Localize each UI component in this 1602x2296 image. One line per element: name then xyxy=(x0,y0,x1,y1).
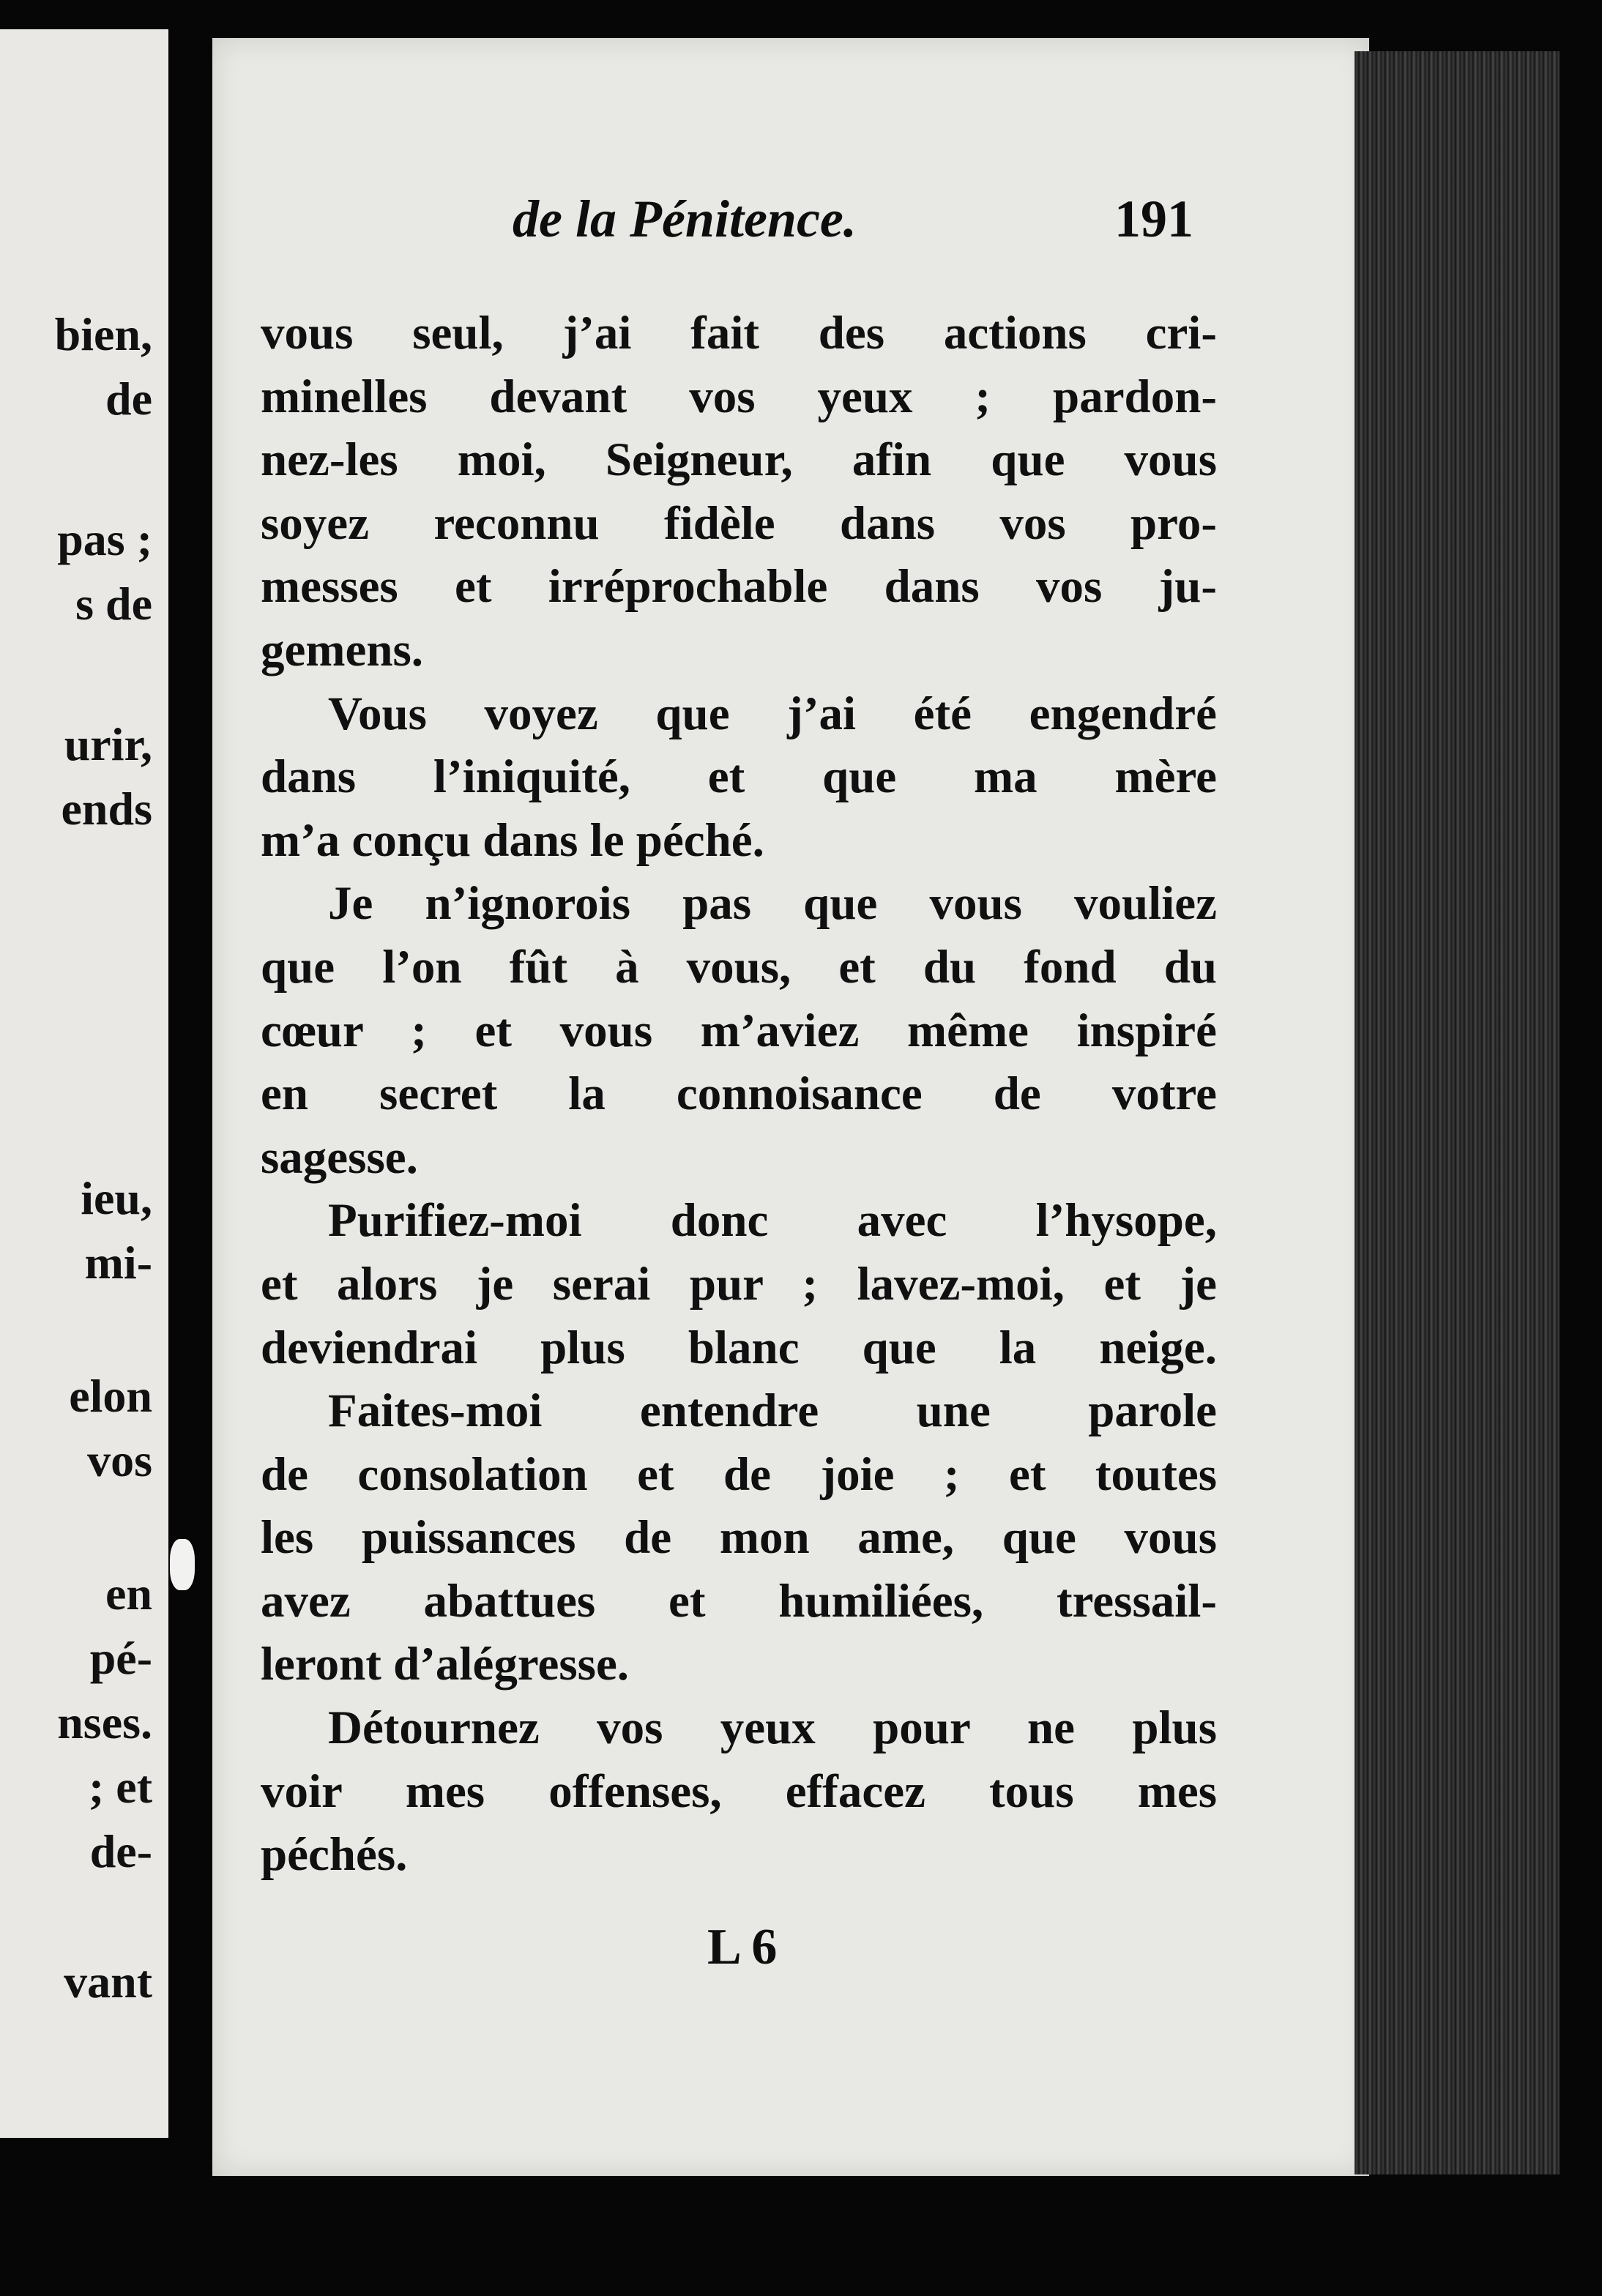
text-line: leront d’alégresse. xyxy=(261,1638,630,1691)
left-line: ieu, xyxy=(81,1172,152,1224)
left-line: mi- xyxy=(84,1237,152,1289)
left-line: vant xyxy=(64,1956,152,2008)
left-line: de xyxy=(105,373,152,425)
running-title: de la Pénitence. xyxy=(513,190,857,248)
left-line: urir, xyxy=(64,718,152,770)
text-line: m’a conçu dans le péché. xyxy=(261,813,764,867)
text-line: de consolation et de joie ; et toutes xyxy=(261,1447,1217,1501)
text-line: Purifiez-moi donc avec l’hysope, xyxy=(328,1194,1217,1248)
body-text xyxy=(261,302,1217,1887)
text-line: voir mes offenses, effacez tous mes xyxy=(261,1764,1217,1818)
text-line: Je n’ignorois pas que vous vouliez xyxy=(328,877,1217,931)
text-line: et alors je serai pur ; lavez-moi, et je xyxy=(261,1257,1217,1311)
left-line: vos xyxy=(87,1434,152,1486)
left-line: pas ; xyxy=(57,513,152,565)
text-line: vous seul, j’ai fait des actions cri- xyxy=(261,307,1217,359)
text-line: nez-les moi, Seigneur, afin que vous xyxy=(261,433,1217,487)
paper-blot xyxy=(170,1539,195,1590)
text-line: Détournez vos yeux pour ne plus xyxy=(328,1702,1217,1755)
text-line: soyez reconnu fidèle dans vos pro- xyxy=(261,496,1217,550)
left-line: ; et xyxy=(88,1761,152,1813)
text-line: Faites-moi entendre une parole xyxy=(328,1384,1217,1438)
left-line: s de xyxy=(75,578,152,630)
left-line: pé- xyxy=(89,1632,152,1684)
text-line: minelles devant vos yeux ; pardon- xyxy=(261,370,1217,423)
text-line: deviendrai plus blanc que la neige. xyxy=(261,1321,1217,1374)
signature-mark: L 6 xyxy=(707,1919,778,1975)
text-line: les puissances de mon ame, que vous xyxy=(261,1511,1217,1565)
text-line: Vous voyez que j’ai été engendré xyxy=(328,687,1217,740)
left-line: en xyxy=(105,1568,152,1620)
text-line: sagesse. xyxy=(261,1130,418,1184)
page-edge-stack xyxy=(1355,51,1560,2174)
left-line: ends xyxy=(61,783,152,835)
text-line: que l’on fût à vous, et du fond du xyxy=(261,940,1217,994)
text-line: gemens. xyxy=(261,623,424,676)
text-line: messes et irréprochable dans vos ju- xyxy=(261,560,1217,614)
left-line: elon xyxy=(69,1370,152,1422)
text-line: dans l’iniquité, et que ma mère xyxy=(261,750,1217,804)
text-line: cœur ; et vous m’aviez même inspiré xyxy=(261,1004,1217,1057)
text-line: péchés. xyxy=(261,1828,408,1882)
page-number: 191 xyxy=(1114,190,1193,248)
left-facing-page xyxy=(0,29,168,2138)
left-line: de- xyxy=(89,1825,152,1877)
text-line: avez abattues et humiliées, tressail- xyxy=(261,1574,1217,1628)
left-line: nses. xyxy=(57,1696,152,1748)
text-line: en secret la connoisance de votre xyxy=(261,1067,1217,1121)
left-line: bien, xyxy=(54,308,152,360)
